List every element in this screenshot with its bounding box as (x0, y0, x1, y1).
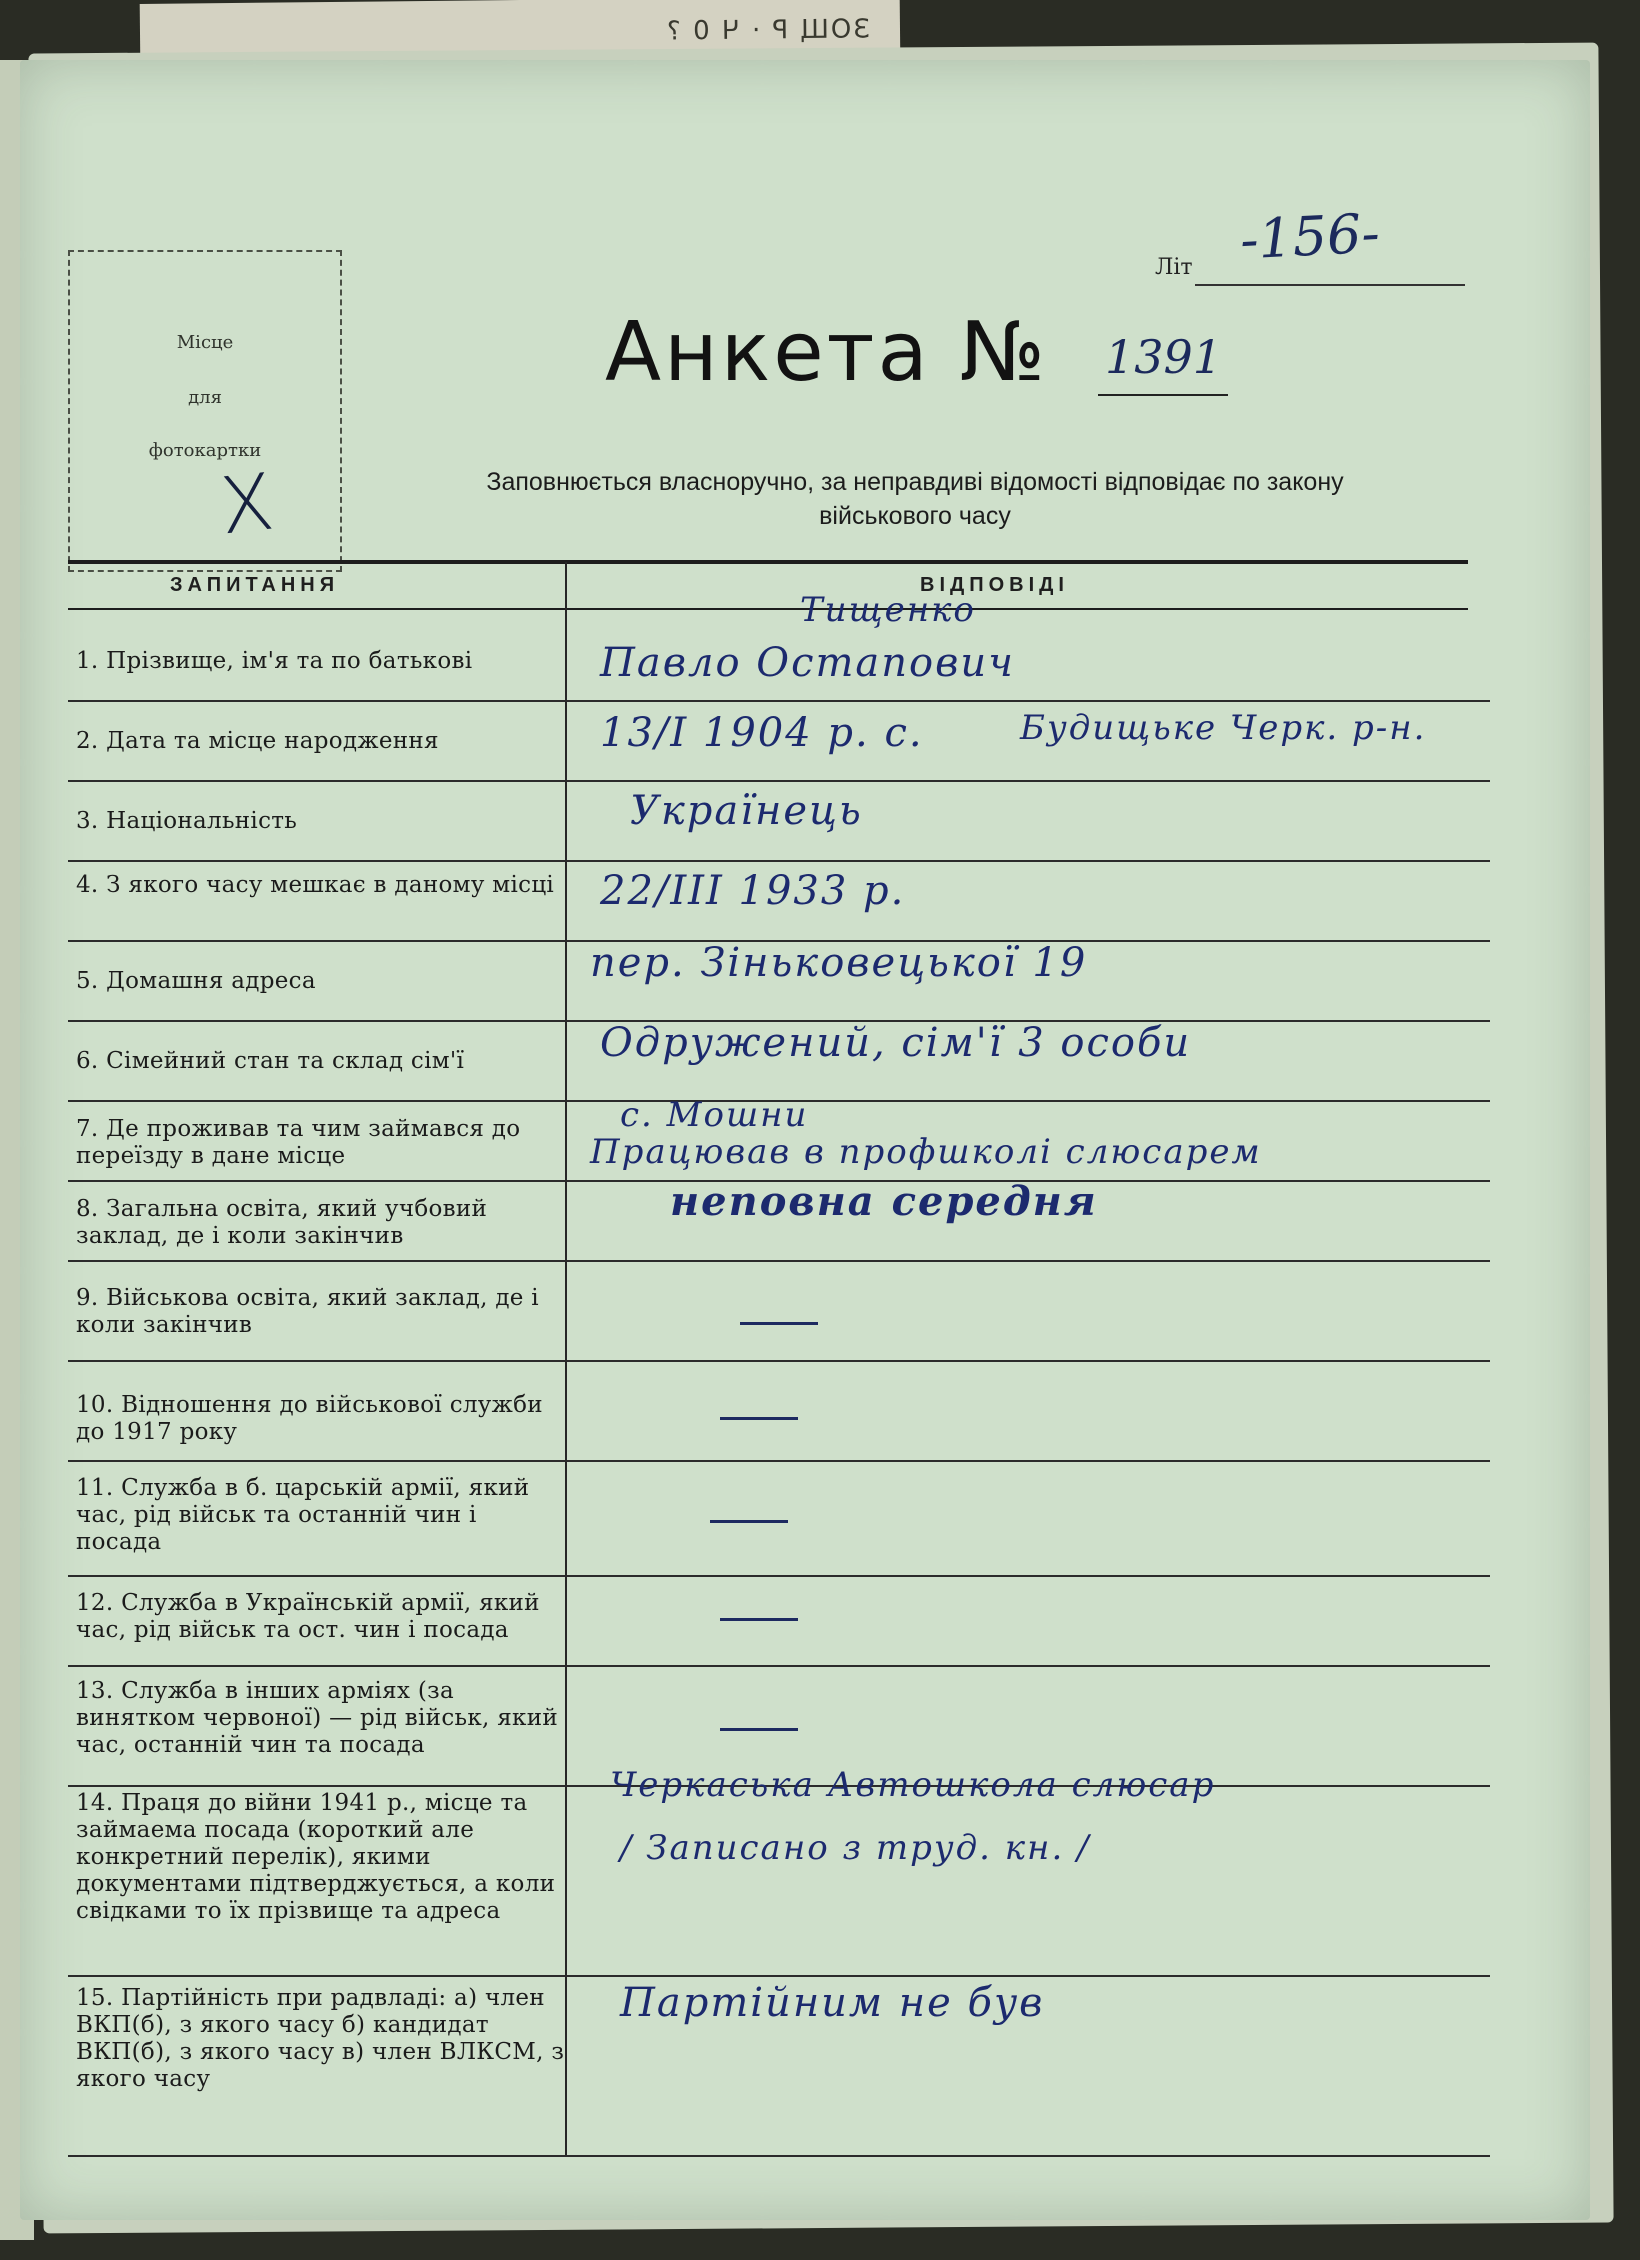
answer-1-surname: Тищенко (800, 590, 976, 630)
answer-5: пер. Зіньковецької 19 (590, 940, 1088, 986)
answer-12-dash (720, 1618, 798, 1621)
question-12: 12. Служба в Українській армії, який час, рід військ та ост. чин і посада (76, 1590, 540, 1643)
form-subtitle (365, 465, 1465, 533)
question-10: 10. Відношення до військової служби до 1917 року (76, 1392, 543, 1445)
form-number: 1391 (1105, 330, 1223, 384)
question-9: 9. Військова освіта, який заклад, де і коли закінчив (76, 1285, 539, 1338)
photo-placeholder (68, 250, 342, 572)
answer-2-place: Будищьке Черк. р-н. (1020, 708, 1427, 748)
row-divider (68, 2155, 1490, 2157)
row-divider (68, 1975, 1490, 1977)
question-1: 1. Прізвище, ім'я та по батькові (76, 648, 473, 674)
header-rule-bottom (68, 608, 1468, 610)
answer-8: неповна середня (670, 1178, 1098, 1225)
answer-14-line2: / Записано з труд. кн. / (620, 1828, 1091, 1868)
question-3: 3. Національність (76, 808, 298, 834)
photo-label-line1: Місце (176, 332, 234, 353)
question-2: 2. Дата та місце народження (76, 728, 439, 754)
photo-label-line2: для (188, 387, 222, 408)
document-sheet (20, 60, 1590, 2220)
subtitle-line1: Заповнюється власноручно, за неправдиві відомості відповідає по закону (486, 468, 1344, 496)
question-15: 15. Партійність при радвладі: а) член ВКП(б), з якого часу б) кандидат ВКП(б), з якого часу в) член ВЛКСМ, з якого часу (76, 1985, 565, 2092)
row-divider (68, 1460, 1490, 1462)
answer-14-line1: Черкаська Автошкола слюсар (610, 1765, 1216, 1805)
answers-column-header: ВІДПОВІДІ (920, 574, 1069, 596)
question-8: 8. Загальна освіта, який учбовий заклад, де і коли закінчив (76, 1196, 488, 1249)
question-13: 13. Служба в інших арміях (за винятком червоної) — рід військ, який час, останній чин та посада (76, 1678, 558, 1758)
answer-1-name: Павло Остапович (600, 640, 1016, 686)
form-title: Анкета № (605, 305, 1049, 400)
background-paper-strip: ЗОЩ Р · Ч 0 ? (140, 0, 901, 66)
question-4: 4. З якого часу мешкає в даному місці (76, 872, 555, 898)
header-rule-top (68, 560, 1468, 564)
lit-underline (1195, 284, 1465, 286)
photo-label-line3: фотокартки (148, 440, 262, 461)
photo-x-mark: X (215, 457, 278, 553)
row-divider (68, 1360, 1490, 1362)
answer-9-dash (740, 1322, 818, 1325)
lit-label: Літ (1155, 255, 1193, 280)
answer-3: Українець (630, 788, 863, 834)
answer-10-dash (720, 1417, 798, 1420)
question-7: 7. Де проживав та чим займався до переїзду в дане місце (76, 1116, 521, 1169)
question-5: 5. Домашня адреса (76, 968, 316, 994)
answer-11-dash (710, 1520, 788, 1523)
question-14: 14. Праця до війни 1941 р., місце та займаема посада (короткий але конкретний перелік), якими документами підтверджується, а коли свідками то їх прізвище та адреса (76, 1790, 556, 1924)
answer-4: 22/ІІІ 1933 р. (600, 868, 906, 914)
question-11: 11. Служба в б. царській армії, який час, рід військ та останній чин і посада (76, 1475, 530, 1555)
answer-2-date: 13/І 1904 р. с. (600, 710, 924, 756)
answer-13-dash (720, 1728, 798, 1731)
answer-7-line1: с. Мошни (620, 1095, 809, 1135)
answer-7-line2: Працював в профшколі слюсарем (590, 1132, 1262, 1172)
row-divider (68, 1260, 1490, 1262)
row-divider (68, 700, 1490, 702)
form-number-underline (1098, 394, 1228, 396)
row-divider (68, 1575, 1490, 1577)
row-divider (68, 1665, 1490, 1667)
lit-number: -156- (1238, 201, 1382, 272)
answer-6: Одружений, сім'ї 3 особи (600, 1020, 1192, 1066)
answer-15: Партійним не був (620, 1980, 1045, 2026)
row-divider (68, 860, 1490, 862)
question-6: 6. Сімейний стан та склад сім'ї (76, 1048, 465, 1074)
row-divider (68, 780, 1490, 782)
questions-column-header: ЗАПИТАННЯ (170, 574, 340, 596)
subtitle-line2: військового часу (819, 502, 1011, 530)
